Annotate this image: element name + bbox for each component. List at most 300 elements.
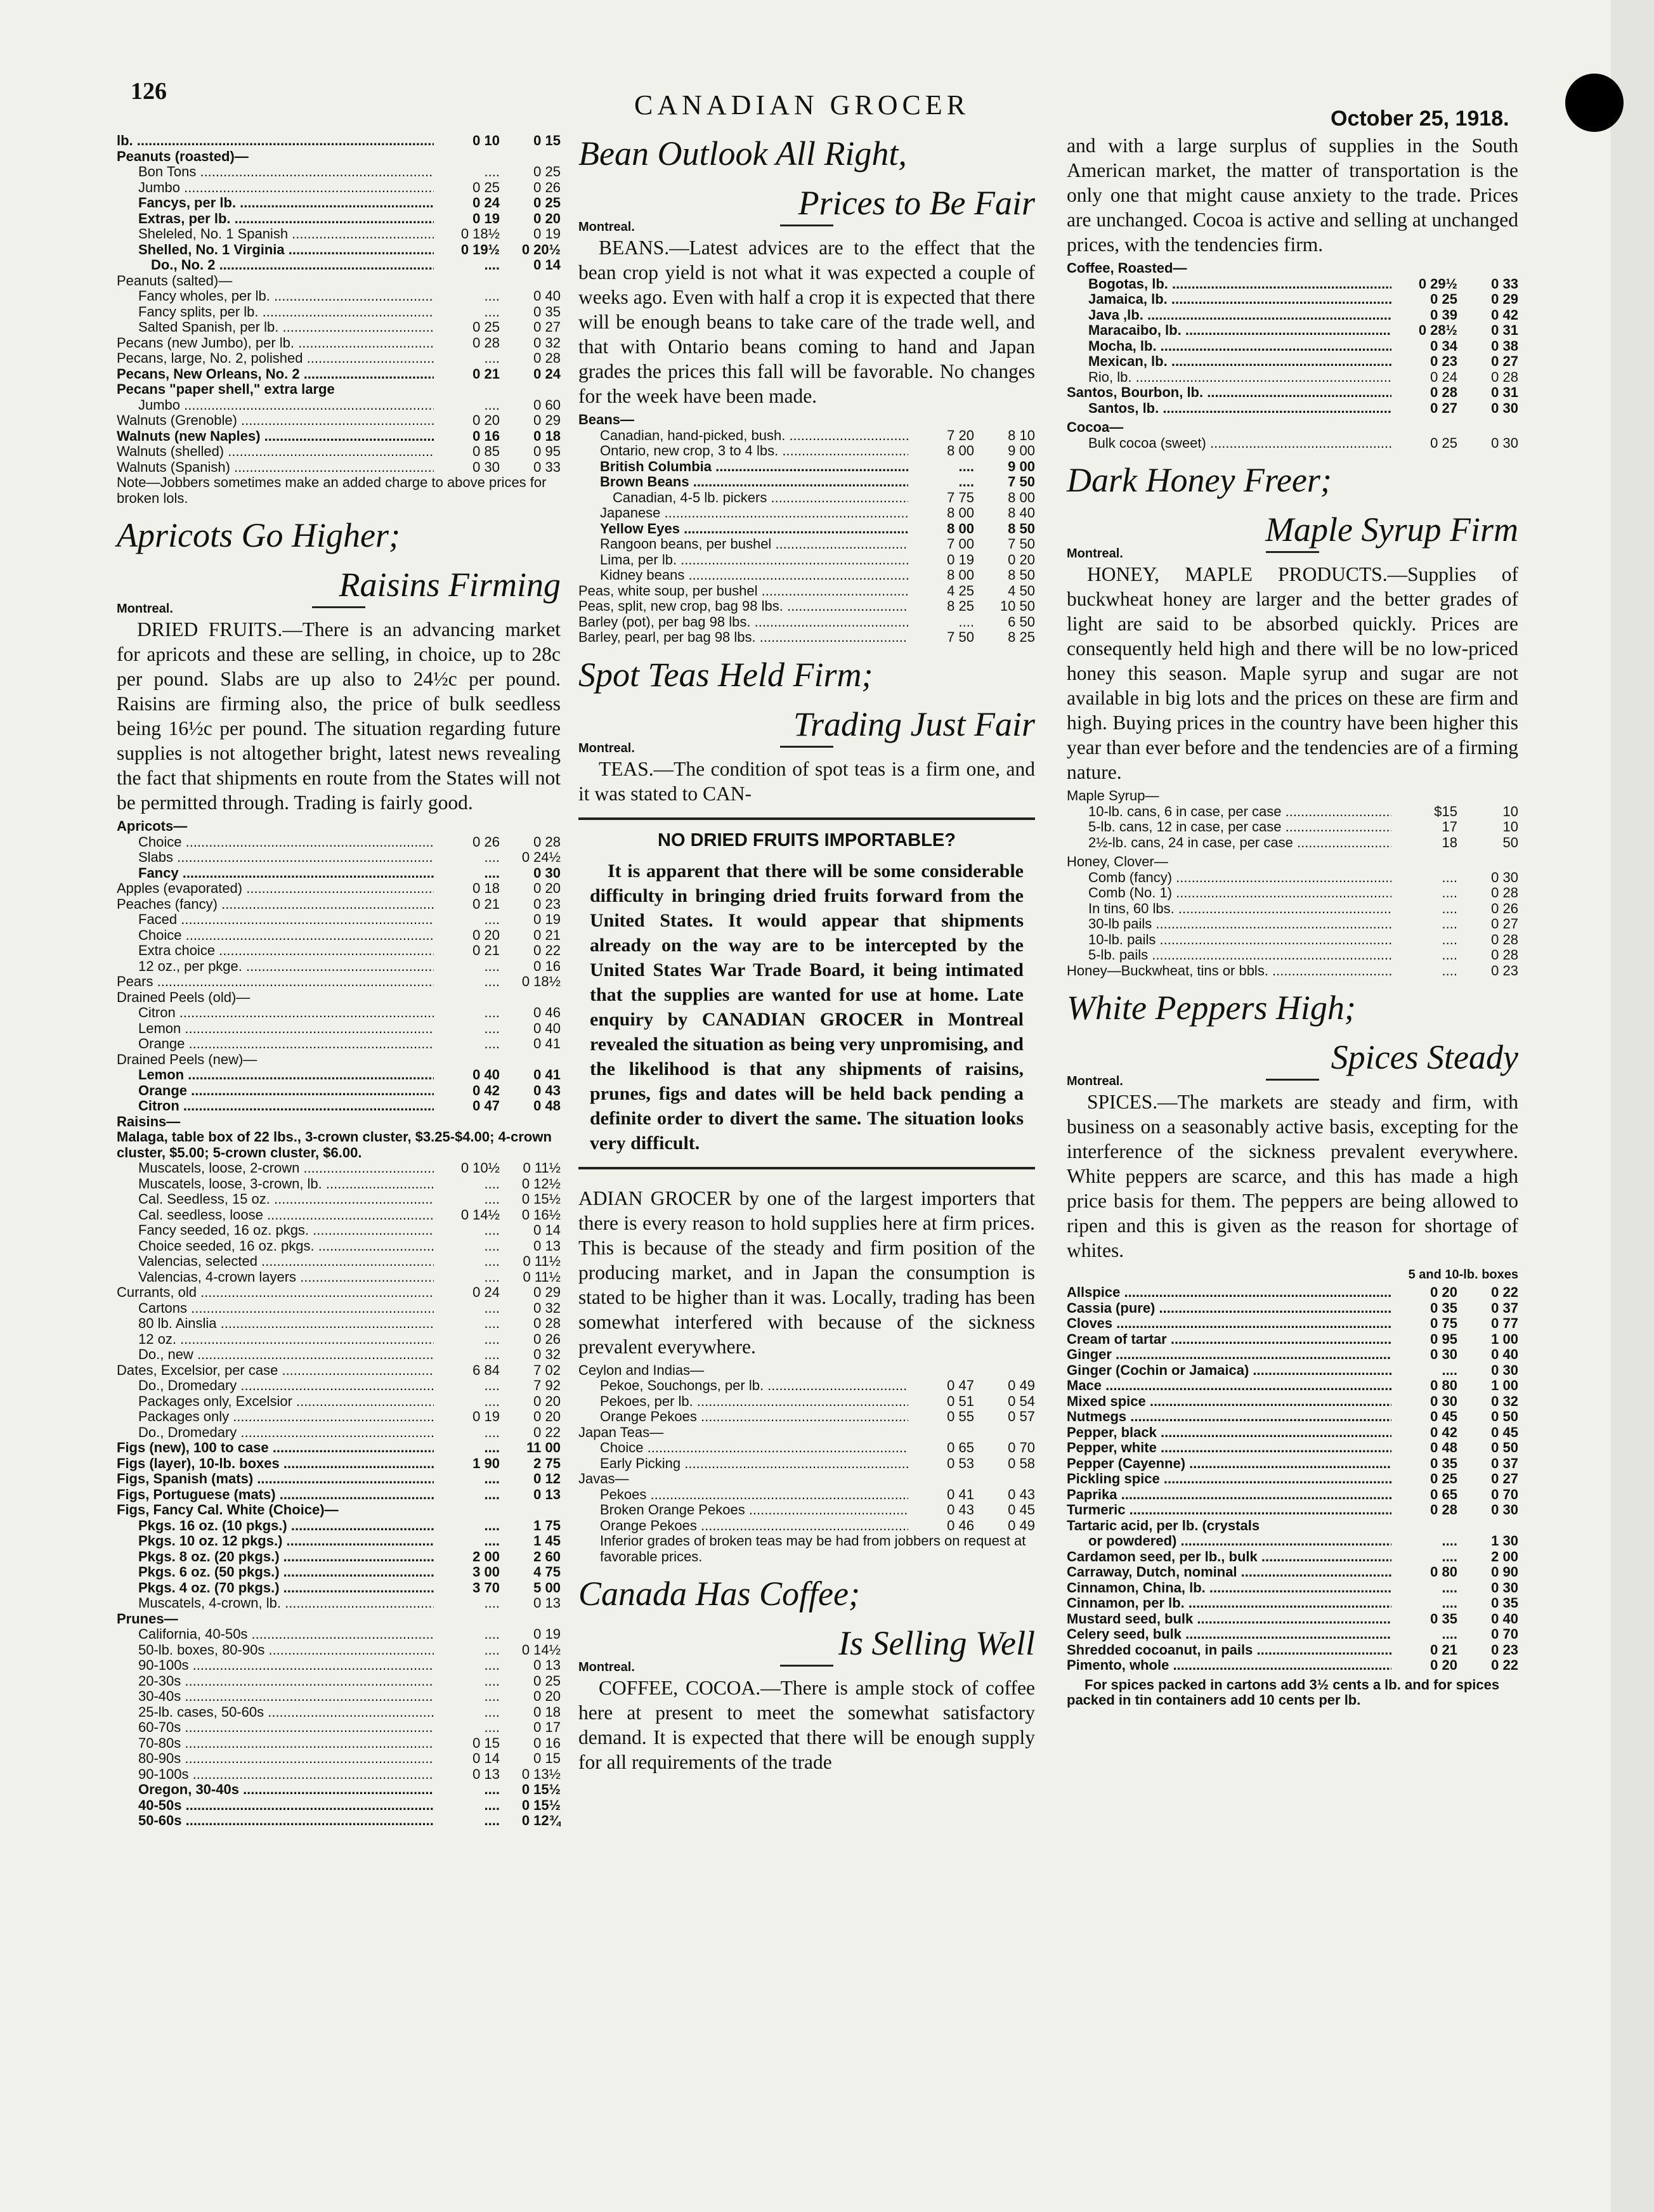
price-row [1067,436,1518,452]
price-high: 0 70 [1491,1627,1518,1642]
article-dried-fruits: DRIED FRUITS.—There is an advancing market for apricots and these are selling, in choice, up to 28c per pound. Slabs are up also to 24½c per pound. Raisins are firming also, the price of bulk seedless being 16½c per pound. The situation regarding future supplies is not altogether bright, latest news revealing the fact that shipments en route from the States will not be permitted through. Trading is fairly good. [117,618,561,814]
price-high: 0 40 [1491,1347,1518,1362]
price-list-subheading: Beans— [578,412,635,427]
price-row [1067,354,1518,370]
price-low: 1 90 [472,1455,500,1471]
price-low: .... [484,1036,500,1051]
bean-price-list [578,412,1035,646]
price-row [117,1005,561,1021]
price-item-label: Pecans, New Orleans, No. 2 ..... [117,367,434,382]
price-row [1067,1440,1518,1456]
price-low: .... [484,1720,500,1735]
price-high: 0 37 [1491,1455,1518,1471]
price-item-label: Brown Beans ..... [600,474,908,490]
price-high: 0 14 [533,1223,561,1238]
price-low: 0 16 [472,428,500,444]
price-list-subheading: Prunes— [117,1610,178,1627]
price-item-label: Lemon ..... [138,1067,434,1083]
price-high: 0 28 [1491,885,1518,901]
headline-honey-line1: Dark Honey Freer; [1067,461,1332,499]
headline-apricots-line2: Raisins Firming [339,566,561,604]
price-row [117,1378,561,1394]
price-high: 0 31 [1491,323,1518,338]
price-row [1067,1549,1518,1565]
price-item-label: Bon Tons ..... [138,164,434,180]
price-low: 0 25 [472,320,500,335]
price-item-label: Pecans (new Jumbo), per lb. ..... [117,335,434,351]
price-list-subheading: Figs, Fancy Cal. White (Choice)— [117,1502,339,1518]
price-item-label: Do., new ..... [138,1347,434,1363]
price-low: .... [484,1347,500,1362]
price-row [117,164,561,180]
price-high: 0 28 [533,834,561,850]
price-low: 0 10 [472,133,500,148]
price-item-label: Figs (new), 100 to case ..... [117,1440,434,1456]
price-row [117,1394,561,1410]
price-high: 0 33 [533,459,561,475]
price-high: 8 10 [1008,427,1035,443]
headline-beans-line2: Prices to Be Fair [798,184,1035,222]
price-low: .... [958,459,974,474]
price-row [117,211,561,227]
price-item-label: Pecans, large, No. 2, polished ..... [117,351,434,367]
price-low: .... [484,1704,500,1720]
price-high: 10 [1502,819,1518,835]
price-high: 0 13½ [521,1766,561,1782]
price-item-label: Fancys, per lb. ..... [138,195,434,211]
price-high: 1 00 [1491,1378,1518,1393]
price-low: .... [484,1176,500,1192]
price-high: 8 25 [1008,630,1035,645]
price-row [1067,1456,1518,1472]
price-high: 1 30 [1491,1533,1518,1549]
price-low: .... [1442,932,1457,947]
price-high: 7 50 [1008,474,1035,490]
price-high: 0 22 [1491,1285,1518,1300]
price-row [117,1627,561,1643]
price-row [578,583,1035,599]
price-row [578,615,1035,630]
price-high: 0 30 [1491,1580,1518,1596]
price-item-label: 90-100s ..... [138,1658,434,1674]
price-item-label: Honey—Buckwheat, tins or bbls. ..... [1067,963,1391,979]
price-high: 10 [1502,803,1518,819]
price-item-label: Jamaica, lb. ..... [1088,292,1391,308]
price-high: 0 29 [533,1285,561,1300]
price-item-label: Mocha, lb. ..... [1088,339,1391,355]
price-row [117,1518,561,1534]
tea-note: Inferior grades of broken teas may be had from jobbers on request at favorable prices. [600,1533,1026,1565]
price-low: .... [1442,1533,1457,1549]
price-row [1067,1596,1518,1611]
price-row [117,398,561,413]
price-low: 0 23 [1430,354,1457,369]
price-high: 0 15½ [521,1782,561,1797]
price-low: 0 10½ [460,1161,500,1176]
price-item-label: Fancy ..... [138,866,434,882]
price-item-label: 10-lb. pails ..... [1088,932,1391,948]
price-item-label: 80-90s ..... [138,1751,434,1767]
price-low: 0 21 [472,366,500,382]
price-item-label: Pepper (Cayenne) ..... [1067,1456,1391,1472]
price-high: 0 13 [533,1238,561,1254]
price-item-label: 12 oz., per pkge. ..... [138,959,434,975]
price-list-subheading: Peanuts (salted)— [117,272,233,289]
price-item-label: Canadian, 4-5 lb. pickers ..... [613,490,908,506]
price-low: .... [484,974,500,989]
price-high: 0 25 [533,164,561,179]
price-item-label: Cal. seedless, loose ..... [138,1207,434,1223]
price-low: .... [484,304,500,320]
price-high: 0 28 [533,351,561,366]
price-low: 0 21 [472,943,500,958]
price-high: 0 45 [1491,1424,1518,1440]
price-high: 0 20 [533,1393,561,1409]
price-low: .... [484,1300,500,1316]
price-low: 0 30 [1430,1393,1457,1409]
price-item-label: Pepper, white ..... [1067,1440,1391,1456]
price-item-label: lb. ..... [117,133,434,149]
price-item-label: Sheleled, No. 1 Spanish ..... [138,226,434,242]
price-item-label: Citron ..... [138,1098,434,1114]
price-high: 0 20 [1008,552,1035,568]
price-row [1067,1471,1518,1487]
price-low: 0 20 [1430,1285,1457,1300]
price-item-label: Celery seed, bulk ..... [1067,1627,1391,1643]
price-row [1067,1580,1518,1596]
price-item-label: Do., Dromedary ..... [138,1425,434,1441]
price-high: 0 20 [533,1409,561,1424]
price-high: 0 32 [533,335,561,351]
price-high: 0 32 [533,1347,561,1362]
price-list-subheading: Tartaric acid, per lb. (crystals [1067,1517,1260,1533]
publication-title: CANADIAN GROCER [634,89,970,120]
price-list-subheading: Drained Peels (new)— [117,1051,257,1067]
price-row [117,835,561,850]
column-2 [578,133,1035,1778]
price-low: 0 19 [472,211,500,226]
price-row [117,1471,561,1487]
price-high: 0 43 [533,1083,561,1098]
price-high: 0 15½ [521,1192,561,1207]
price-item-label: Java ,lb. ..... [1088,308,1391,323]
price-high: 2 75 [533,1455,561,1471]
price-item-label: 50-lb. boxes, 80-90s ..... [138,1643,434,1658]
price-row [117,1316,561,1332]
price-item-label: Ontario, new crop, 3 to 4 lbs. ..... [600,443,908,459]
price-high: 0 42 [1491,307,1518,323]
price-item-label: Kidney beans ..... [600,568,908,583]
price-row [117,304,561,320]
price-item-label: Peas, split, new crop, bag 98 lbs. ..... [578,599,908,615]
price-list-subheading: Maple Syrup— [1067,788,1159,803]
price-item-label: 12 oz. ..... [138,1332,434,1348]
price-high: 8 50 [1008,568,1035,583]
price-row [578,505,1035,521]
price-high: 0 27 [533,320,561,335]
price-row [578,537,1035,552]
price-low: 0 41 [947,1487,974,1502]
price-low: 0 13 [472,1766,500,1782]
price-high: 0 11½ [523,1269,561,1285]
price-high: 8 50 [1008,521,1035,537]
price-low: .... [958,474,974,490]
boxed-notice-title: NO DRIED FRUITS IMPORTABLE? [658,829,956,850]
price-low: 0 65 [947,1440,974,1455]
price-list-subheading: Drained Peels (old)— [117,989,251,1005]
spice-note: For spices packed in cartons add 3½ cents a lb. and for spices packed in tin containers add 10 cents per lb. [1067,1676,1500,1708]
price-item-label: Apples (evaporated) ..... [117,881,434,897]
price-item-label: Choice ..... [138,835,434,850]
price-high: 1 00 [1491,1331,1518,1347]
price-item-label: Cardamon seed, per lb., bulk ..... [1067,1549,1391,1565]
price-item-label: Yellow Eyes ..... [600,521,908,537]
price-row [578,1440,1035,1456]
price-low: 8 00 [947,443,974,459]
price-low: .... [484,1331,500,1347]
price-high: 0 30 [1491,869,1518,885]
price-item-label: Cinnamon, per lb. ..... [1067,1596,1391,1611]
article-spices: SPICES.—The markets are steady and firm, with business on a seasonably active basis, excepting for the interference of the sickness prevalent everywhere. White peppers are scarce, and this has made a high price basis for them. The peppers are being allowed to ripen and this is given as the reason for shortage of whites. [1067,1091,1518,1261]
price-row [117,912,561,928]
price-high: 0 26 [1491,901,1518,916]
price-high: 0 30 [1491,1502,1518,1518]
price-item-label: Currants, old ..... [117,1285,434,1301]
price-low: .... [484,1440,500,1455]
price-item-label: Walnuts (new Naples) ..... [117,429,434,445]
price-high: 0 41 [533,1036,561,1051]
price-row [1067,1611,1518,1627]
binding-hole [1565,74,1624,132]
price-row [117,974,561,990]
price-list-subheading: Javas— [578,1471,629,1487]
price-low: 17 [1442,819,1457,835]
price-item-label: Pekoe, Souchongs, per lb. ..... [600,1378,908,1394]
price-low: .... [484,1316,500,1331]
price-row [117,897,561,913]
price-item-label: Peas, white soup, per bushel ..... [578,583,908,599]
headline-teas-line2: Trading Just Fair [793,705,1035,743]
price-high: 0 31 [1491,385,1518,400]
price-row [1067,323,1518,339]
price-item-label: Orange ..... [138,1083,434,1099]
article-honey: HONEY, MAPLE PRODUCTS.—Supplies of buckwheat honey are larger and the better grades of light are said to be absorbed quickly. Prices are consequently held high and there will be no low-priced honey this season. Maple syrup and sugar are not available in big lots and the prices on these are firm and high. Buying prices in the country have been higher this year than ever before and the tendencies are of a firming nature. [1067,563,1518,783]
price-low: .... [484,1378,500,1393]
price-row [578,599,1035,615]
tea-price-list [578,1363,1035,1534]
price-row [117,460,561,476]
price-item-label: Pears ..... [117,974,434,990]
price-row [1067,1643,1518,1658]
price-low: 0 28 [472,335,500,351]
price-high: 0 27 [1491,354,1518,369]
price-row [1067,932,1518,948]
price-high: 0 22 [1491,1658,1518,1673]
price-item-label: Walnuts (Spanish) ..... [117,460,434,476]
price-row [117,195,561,211]
price-high: 0 14½ [521,1642,561,1658]
price-high: 1 45 [533,1533,561,1549]
honey-price-list [1067,788,1518,979]
price-row [117,1285,561,1301]
price-row [117,1767,561,1783]
price-row [117,1798,561,1814]
price-item-label: 90-100s ..... [138,1767,434,1783]
price-low: 0 55 [947,1409,974,1424]
price-low: .... [484,958,500,974]
price-item-label: Jumbo ..... [138,398,434,413]
price-row [117,226,561,242]
price-row [1067,1502,1518,1518]
price-item-label: Valencias, selected ..... [138,1254,434,1270]
price-row [117,1720,561,1736]
price-low: 8 25 [947,599,974,614]
price-row [578,1378,1035,1394]
price-high: 0 13 [533,1596,561,1611]
price-high: 0 30 [1491,435,1518,451]
price-item-label: Faced ..... [138,912,434,928]
price-high: 0 28 [533,1316,561,1331]
price-low: .... [958,614,974,630]
price-low: 0 51 [947,1393,974,1409]
price-low: 0 20 [1430,1658,1457,1673]
price-row [117,850,561,866]
price-high: 0 26 [533,1331,561,1347]
price-item-label: Walnuts (shelled) ..... [117,444,434,460]
price-high: 6 50 [1008,614,1035,630]
price-high: 10 50 [1000,599,1035,614]
price-high: 0 28 [1491,932,1518,947]
price-item-label: Dates, Excelsior, per case ..... [117,1363,434,1379]
headline-spices-line2: Spices Steady [1331,1038,1518,1076]
price-row [117,180,561,196]
price-high: 7 02 [533,1362,561,1378]
price-item-label: Mixed spice ..... [1067,1394,1391,1410]
price-item-label: In tins, 60 lbs. ..... [1088,901,1391,917]
price-item-label: Figs, Portuguese (mats) ..... [117,1487,434,1503]
price-high: 0 25 [533,1673,561,1689]
price-row [117,1487,561,1503]
price-item-label: Fancy splits, per lb. ..... [138,304,434,320]
price-low: 0 35 [1430,1611,1457,1627]
price-row [117,1425,561,1441]
price-low: 0 24 [1430,369,1457,385]
price-low: 3 00 [472,1565,500,1580]
price-row [117,1596,561,1611]
price-list-note: Malaga, table box of 22 lbs., 3-crown cluster, $3.25-$4.00; 4-crown cluster, $5.00; 5-crown cluster, $6.00. [117,1129,552,1161]
price-row [1067,1316,1518,1332]
price-row [1067,1378,1518,1394]
price-low: 0 25 [472,179,500,195]
price-low: 0 39 [1430,307,1457,323]
price-row [1067,292,1518,308]
price-high: 0 28 [1491,947,1518,963]
price-row [578,1518,1035,1534]
price-row [117,1161,561,1176]
price-low: .... [484,164,500,179]
price-low: 0 27 [1430,400,1457,416]
price-low: .... [1442,1627,1457,1642]
price-low: .... [1442,901,1457,916]
price-item-label: Japanese ..... [600,505,908,521]
price-item-label: Pekoes ..... [600,1487,908,1503]
price-row [117,335,561,351]
price-low: 0 80 [1430,1378,1457,1393]
price-item-label: Early Picking ..... [600,1456,908,1472]
price-item-label: Maracaibo, lb. ..... [1088,323,1391,339]
price-low: 0 19 [472,1409,500,1424]
price-high: 11 00 [526,1440,561,1455]
price-row [117,1658,561,1674]
price-row [1067,885,1518,901]
price-item-label: Allspice ..... [1067,1285,1391,1301]
spice-price-list [1067,1285,1518,1674]
price-high: 0 70 [1008,1440,1035,1455]
price-high: 4 75 [533,1565,561,1580]
price-row [117,1021,561,1037]
price-row [578,428,1035,444]
price-low: .... [484,1782,500,1797]
price-low: 0 95 [1430,1331,1457,1347]
headline-apricots-line1: Apricots Go Higher; [117,516,400,554]
price-low: .... [484,1797,500,1813]
boxed-notice [578,817,1035,1169]
price-row [578,568,1035,583]
price-high: 0 22 [533,943,561,958]
price-low: 0 26 [472,834,500,850]
price-item-label: Nutmegs ..... [1067,1409,1391,1425]
price-row [117,257,561,273]
price-high: 0 18 [533,428,561,444]
price-high: 0 13 [533,1658,561,1673]
price-high: 0 20 [533,881,561,896]
price-high: 0 41 [533,1067,561,1083]
nut-price-list [117,133,561,475]
price-low: .... [484,1393,500,1409]
price-low: .... [484,1238,500,1254]
price-row [1067,1332,1518,1348]
price-row [1067,1394,1518,1410]
price-item-label: Do., No. 2 ..... [151,257,434,273]
price-row [117,1689,561,1705]
price-item-label: Pkgs. 6 oz. (50 pkgs.) ..... [138,1565,434,1580]
price-row [117,928,561,944]
price-low: 8 00 [947,568,974,583]
price-row [578,521,1035,537]
price-item-label: Cassia (pure) ..... [1067,1301,1391,1317]
price-item-label: Packages only ..... [138,1409,434,1425]
price-low: 0 40 [472,1067,500,1083]
price-row [117,1223,561,1239]
article-coffee-continued: and with a large surplus of supplies in the South American market, the matter of transportation is the only one that might cause anxiety to the trade. Prices are unchanged. Cocoa is active and selling at unchanged prices, with the tendencies firm. [1067,134,1518,256]
boxed-notice-body: It is apparent that there will be some considerable difficulty in bringing dried fruits forward from the United States. It would appear that shipments already on the way are to be intercepted by the United States War Trade Board, it being intimated that the supplies are wanted for use at home. Late enquiry by CANADIAN GROCER in Montreal revealed the situation as being very unpromising, and the likelihood is that any shipments of raisins, prunes, figs and dates will be held back pending a definite order to divert the same. The situation looks very difficult. [590,860,1024,1154]
price-low: 0 46 [947,1518,974,1533]
price-high: 7 92 [533,1378,561,1393]
article-coffee: COFFEE, COCOA.—There is ample stock of coffee here at present to meet the somewhat satisfactory demand. It is expected that there will be enough supply for all requirements of the trade [578,1677,1035,1773]
price-high: 0 77 [1491,1316,1518,1331]
price-item-label: Figs, Spanish (mats) ..... [117,1471,434,1487]
price-row [117,1565,561,1580]
price-item-label: Muscatels, 4-crown, lb. ..... [138,1596,434,1611]
price-row [117,1440,561,1456]
price-item-label: 70-80s ..... [138,1736,434,1752]
price-low: .... [484,397,500,413]
price-item-label: Shredded cocoanut, in pails ..... [1067,1643,1391,1658]
price-high: 0 45 [1008,1502,1035,1518]
price-high: 7 50 [1008,537,1035,552]
article-teas-continued: ADIAN GROCER by one of the largest importers that there is every reason to hold supplies here at firm prices. This is because of the steady and firm position of the producing market, and in Japan the consumption is stated to be higher than it was. Locally, trading has been somewhat interfered with because of the sickness prevalent everywhere. [578,1187,1035,1358]
price-high: 0 26 [533,179,561,195]
